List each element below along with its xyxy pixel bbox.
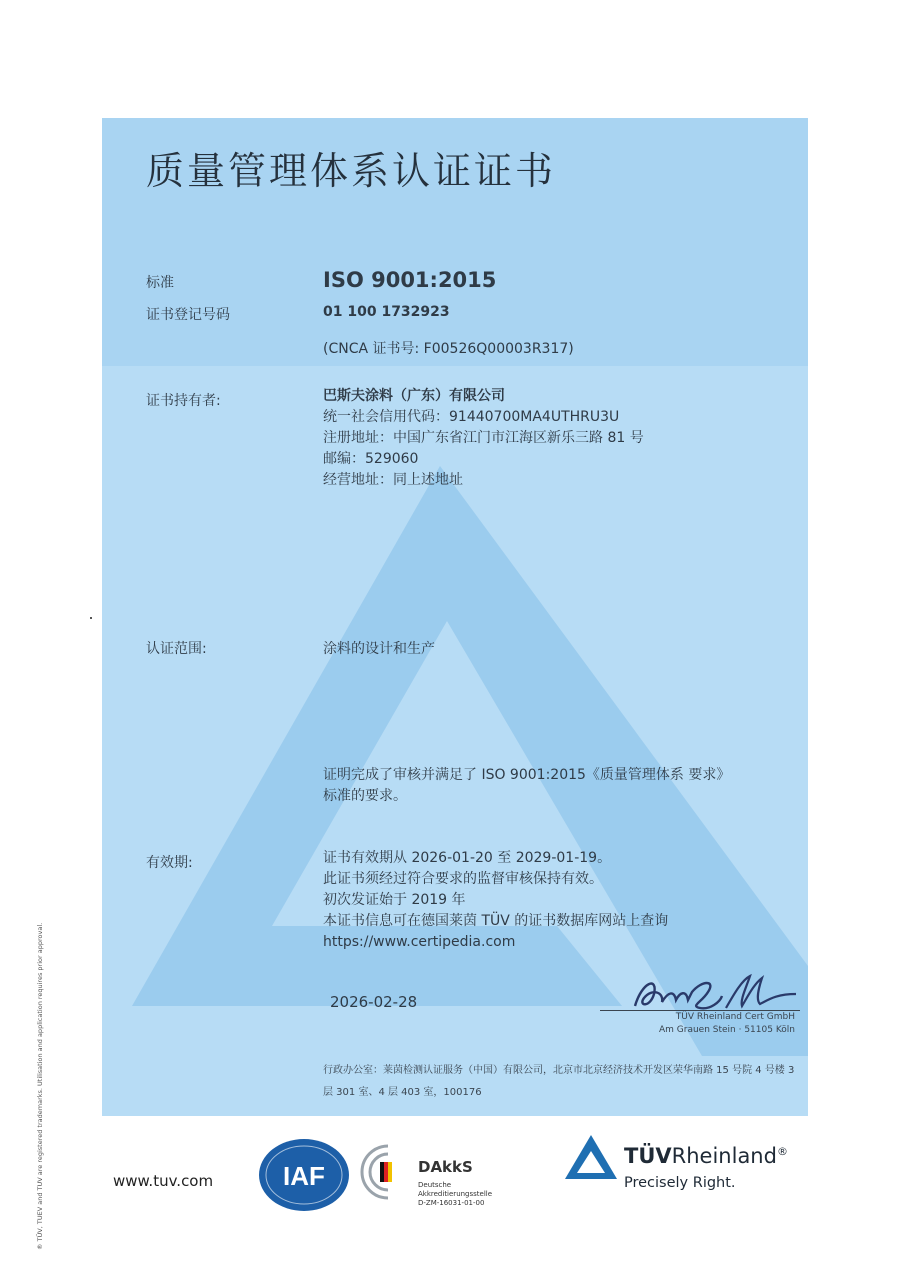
issuer <box>659 1011 795 1037</box>
tuv-registered-mark: ® <box>776 1145 788 1158</box>
iaf-text: IAF <box>283 1161 325 1191</box>
dakks-subtitle <box>418 1181 492 1208</box>
registered-address: 注册地址：中国广东省江门市江海区新乐三路 81 号 <box>323 430 644 446</box>
scope-value: 涂料的设计和生产 <box>323 641 435 657</box>
statement-line-2: 标准的要求。 <box>323 788 407 804</box>
dakks-logo-icon <box>360 1142 416 1202</box>
dakks-line-3: D-ZM-16031-01-00 <box>418 1199 485 1207</box>
certipedia-link[interactable]: https://www.certipedia.com <box>323 934 516 950</box>
credit-code: 统一社会信用代码：91440700MA4UTHRU3U <box>323 409 620 425</box>
validity-line-4: 本证书信息可在德国莱茵 TÜV 的证书数据库网站上查询 <box>323 913 669 929</box>
dakks-line-1: Deutsche <box>418 1181 452 1189</box>
issuer-address: Am Grauen Stein · 51105 Köln <box>658 1025 795 1035</box>
standard-label: 标准 <box>146 275 174 291</box>
iaf-logo-icon <box>258 1138 350 1212</box>
certificate-title: 质量管理体系认证证书 <box>146 149 557 193</box>
business-address: 经营地址：同上述地址 <box>323 472 463 488</box>
trademark-note: ® TÜV, TUEV and TUV are registered trademarks. Utilisation and application requires prior approval. <box>36 922 44 1250</box>
validity-block <box>323 848 668 953</box>
tuv-brand <box>624 1144 788 1168</box>
validity-line-3: 初次发证始于 2019 年 <box>323 892 466 908</box>
validity-line-2: 此证书须经过符合要求的监督审核保持有效。 <box>323 871 603 887</box>
website-link[interactable]: www.tuv.com <box>113 1172 214 1190</box>
validity-line-1: 证书有效期从 2026-01-20 至 2029-01-19。 <box>323 850 612 866</box>
scope-label: 认证范围: <box>146 641 207 657</box>
office-address: 行政办公室：莱茵检测认证服务（中国）有限公司，北京市北京经济技术开发区荣华南路 15 号院 4 号楼 3 层 301 室、4 层 403 室，100176 <box>323 1065 795 1098</box>
holder-label: 证书持有者: <box>146 393 221 409</box>
holder-block <box>323 386 644 491</box>
registration-number: 01 100 1732923 <box>323 304 450 320</box>
holder-name: 巴斯夫涂料（广东）有限公司 <box>323 388 505 404</box>
cnca-number: (CNCA 证书号: F00526Q00003R317) <box>323 341 574 357</box>
dakks-name: DAkkS <box>418 1158 473 1176</box>
dakks-line-2: Akkreditierungsstelle <box>418 1190 493 1198</box>
issue-date: 2026-02-28 <box>330 993 418 1011</box>
issuer-name: TÜV Rheinland Cert GmbH <box>675 1012 795 1022</box>
tuv-triangle-logo-icon <box>563 1133 619 1183</box>
registration-label: 证书登记号码 <box>146 307 230 323</box>
standard-value: ISO 9001:2015 <box>323 268 497 292</box>
tuv-tagline: Precisely Right. <box>624 1175 736 1191</box>
statement-line-1: 证明完成了审核并满足了 ISO 9001:2015《质量管理体系 要求》 <box>323 767 731 783</box>
scan-dot <box>90 617 92 619</box>
tuv-brand-rest: Rheinland <box>671 1144 777 1168</box>
statement <box>323 765 730 807</box>
postcode: 邮编：529060 <box>323 451 419 467</box>
tuv-brand-bold: TÜV <box>624 1144 672 1168</box>
validity-label: 有效期: <box>146 855 193 871</box>
signature-icon <box>630 972 800 1014</box>
